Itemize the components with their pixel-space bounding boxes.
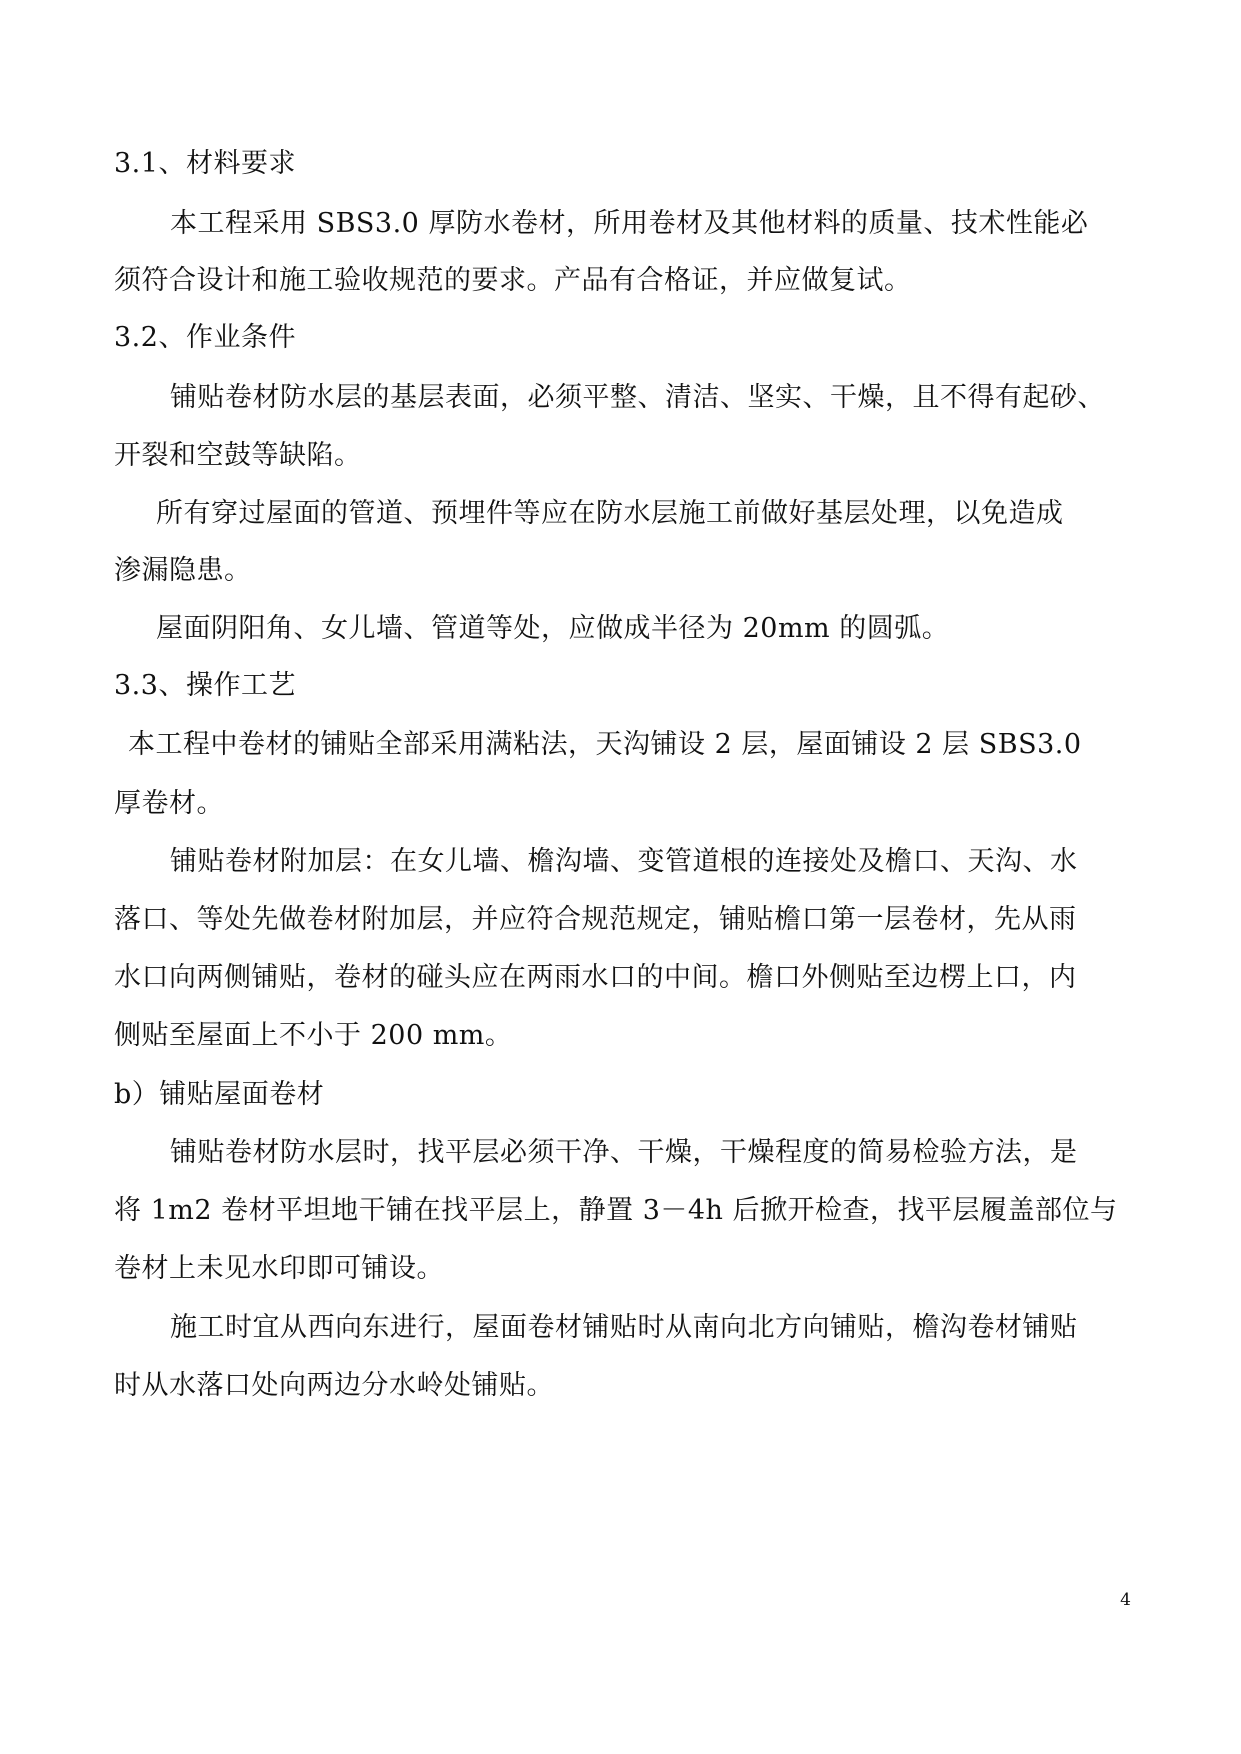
paragraph-line: 施工时宜从西向东进行，屋面卷材铺贴时从南向北方向铺贴，檐沟卷材铺贴 bbox=[170, 1312, 1078, 1343]
paragraph-line: 渗漏隐患。 bbox=[114, 555, 252, 586]
paragraph-line: 铺贴卷材防水层时，找平层必须干净、干燥，干燥程度的简易检验方法，是 bbox=[170, 1137, 1078, 1168]
section-heading-3-2: 3.2、作业条件 bbox=[114, 322, 296, 353]
paragraph-line: 本工程采用 SBS3.0 厚防水卷材，所用卷材及其他材料的质量、技术性能必 bbox=[170, 208, 1089, 239]
paragraph-line: 屋面阴阳角、女儿墙、管道等处，应做成半径为 20mm 的圆弧。 bbox=[156, 613, 950, 644]
section-heading-3-1: 3.1、材料要求 bbox=[114, 148, 296, 179]
paragraph-line: 卷材上未见水印即可铺设。 bbox=[114, 1253, 444, 1284]
section-heading-3-3: 3.3、操作工艺 bbox=[114, 670, 296, 701]
paragraph-line: 铺贴卷材防水层的基层表面，必须平整、清洁、坚实、干燥，且不得有起砂、 bbox=[170, 382, 1105, 413]
paragraph-line: 所有穿过屋面的管道、预埋件等应在防水层施工前做好基层处理，以免造成 bbox=[156, 498, 1064, 529]
subsection-heading-b: b）铺贴屋面卷材 bbox=[114, 1079, 325, 1110]
paragraph-line: 铺贴卷材附加层：在女儿墙、檐沟墙、变管道根的连接处及檐口、天沟、水 bbox=[170, 846, 1078, 877]
paragraph-line: 水口向两侧铺贴，卷材的碰头应在两雨水口的中间。檐口外侧贴至边楞上口，内 bbox=[114, 962, 1077, 993]
paragraph-line: 落口、等处先做卷材附加层，并应符合规范规定，铺贴檐口第一层卷材，先从雨 bbox=[114, 904, 1077, 935]
page-number: 4 bbox=[1120, 1590, 1131, 1610]
paragraph-line: 开裂和空鼓等缺陷。 bbox=[114, 440, 362, 471]
paragraph-line: 须符合设计和施工验收规范的要求。产品有合格证，并应做复试。 bbox=[114, 265, 912, 296]
paragraph-line: 厚卷材。 bbox=[114, 788, 224, 819]
paragraph-line: 本工程中卷材的铺贴全部采用满粘法，天沟铺设 2 层，屋面铺设 2 层 SBS3.0 bbox=[128, 729, 1082, 760]
paragraph-line: 侧贴至屋面上不小于 200 mm。 bbox=[114, 1020, 513, 1051]
paragraph-line: 时从水落口处向两边分水岭处铺贴。 bbox=[114, 1370, 554, 1401]
paragraph-line: 将 1m2 卷材平坦地干铺在找平层上，静置 3－4h 后掀开检查，找平层履盖部位与 bbox=[114, 1195, 1118, 1226]
